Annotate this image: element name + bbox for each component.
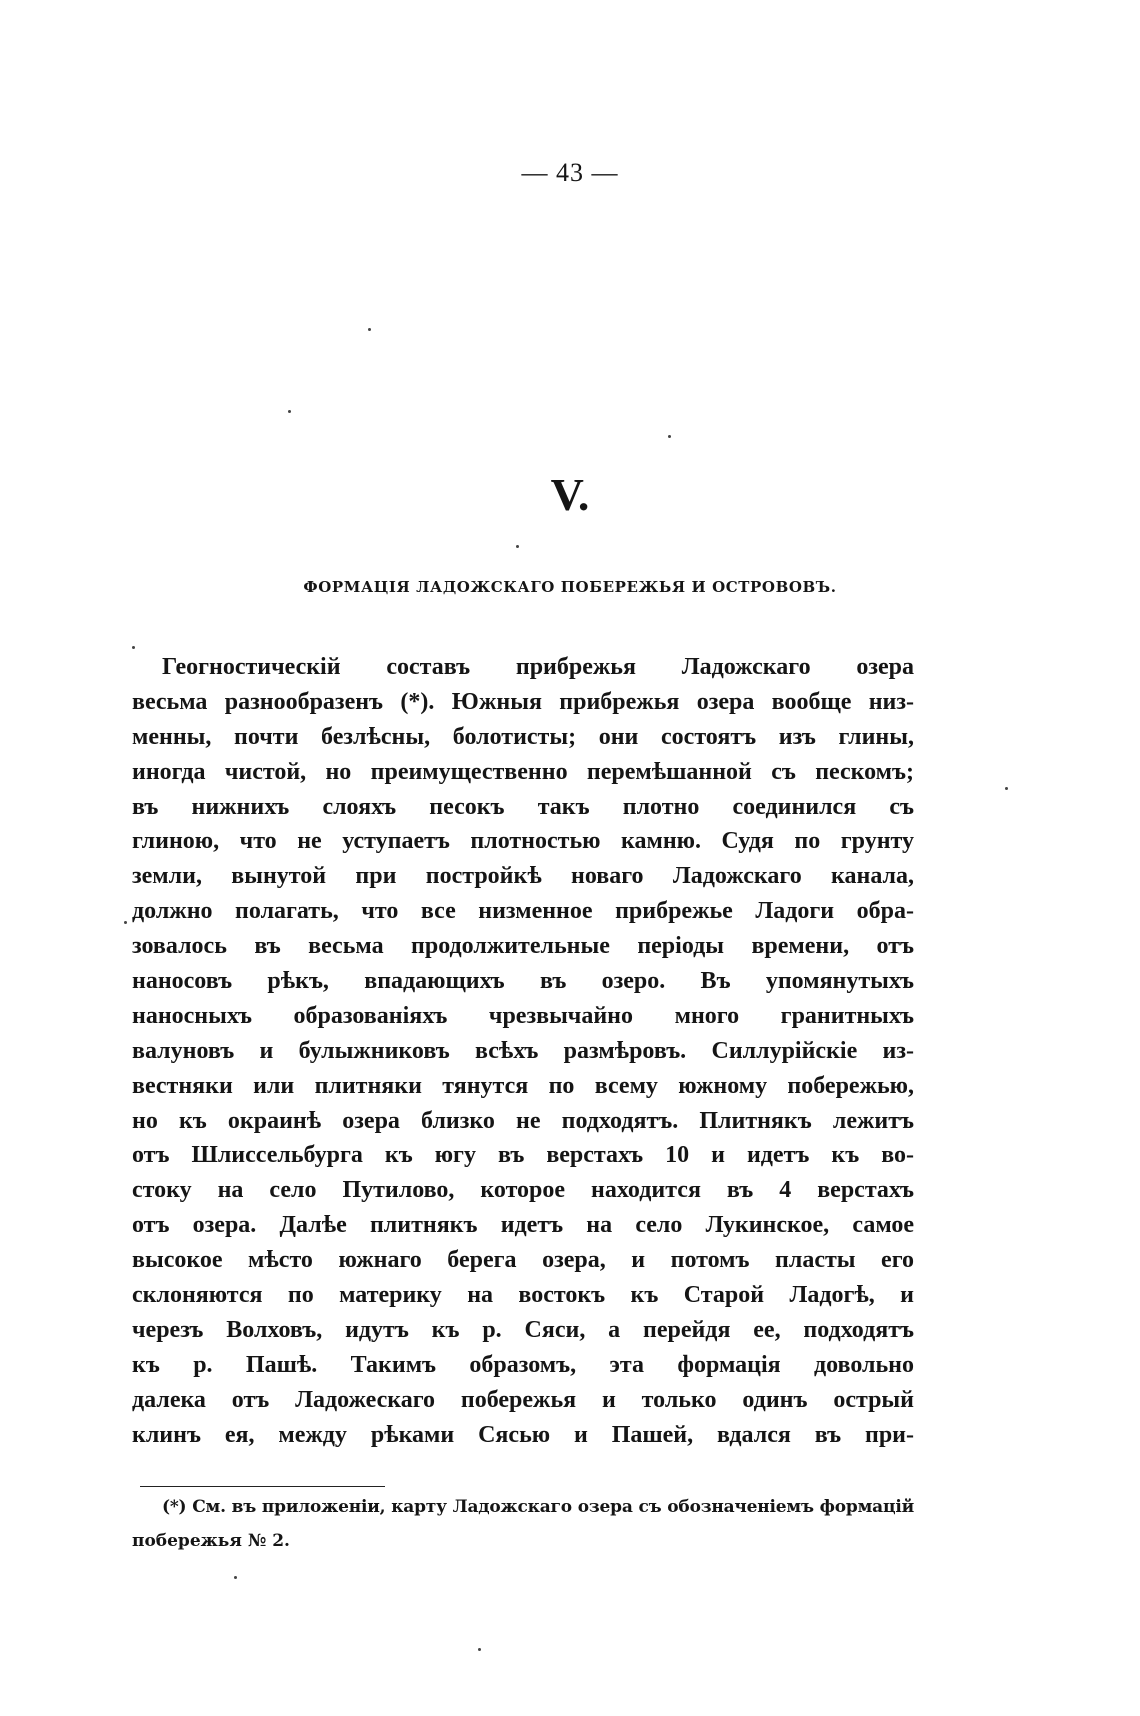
print-speck — [132, 646, 135, 649]
footnote-line: (*) См. въ приложеніи, карту Ладожскаго озера съ обозначеніемъ формацій — [162, 1497, 914, 1517]
text-line: должно полагать, что все низменное прибрежье Ладоги обра- — [132, 898, 914, 925]
text-line: вестняки или плитняки тянутся по всему южному побережью, — [132, 1072, 914, 1099]
print-speck — [124, 921, 127, 924]
text-line: весьма разнообразенъ (*). Южныя прибрежья озера вообще низ- — [132, 688, 914, 715]
text-line: но къ окраинѣ озера близко не подходятъ. Плитнякъ лежитъ — [132, 1107, 914, 1134]
text-line: склоняются по материку на востокъ къ Старой Ладогѣ, и — [132, 1282, 914, 1309]
print-speck — [516, 545, 519, 548]
text-line: Геогностическій составъ прибрежья Ладожскаго озера — [162, 654, 914, 680]
text-line: глиною, что не уступаетъ плотностью камню. Судя по грунту — [132, 828, 914, 855]
footnote — [132, 1490, 914, 1558]
page-number: — 43 — — [521, 158, 619, 187]
text-line: зовалось въ весьма продолжительные періоды времени, отъ — [132, 933, 914, 960]
print-speck — [234, 1576, 237, 1579]
text-line: менны, почти безлѣсны, болотисты; они состоятъ изъ глины, — [132, 723, 914, 750]
print-speck — [368, 328, 371, 331]
body-text — [132, 650, 914, 1452]
text-line: черезъ Волховъ, идутъ къ р. Сяси, а перейдя ее, подходятъ — [132, 1316, 914, 1343]
text-line: наносныхъ образованіяхъ чрезвычайно много гранитныхъ — [132, 1002, 914, 1029]
text-line: далека отъ Ладожескаго побережья и только одинъ острый — [132, 1386, 914, 1413]
text-line: высокое мѣсто южнаго берега озера, и потомъ пласты его — [132, 1247, 914, 1274]
text-line: клинъ ея, между рѣками Сясью и Пашей, вдался въ при- — [132, 1421, 914, 1448]
footnote-line: побережья № 2. — [132, 1531, 290, 1551]
chapter-title: ФОРМАЦІЯ ЛАДОЖСКАГО ПОБЕРЕЖЬЯ И ОСТРОВОВЪ. — [303, 578, 837, 596]
chapter-numeral: V. — [550, 469, 590, 520]
text-line: въ нижнихъ слояхъ песокъ такъ плотно соединился съ — [132, 793, 914, 820]
text-line: стоку на село Путилово, которое находится въ 4 верстахъ — [132, 1177, 914, 1204]
text-line: отъ Шлиссельбурга къ югу въ верстахъ 10 и идетъ къ во- — [132, 1142, 914, 1169]
text-line: валуновъ и булыжниковъ всѣхъ размѣровъ. Силлурійскіе из- — [132, 1037, 914, 1064]
text-line: наносовъ рѣкъ, впадающихъ въ озеро. Въ упомянутыхъ — [132, 968, 914, 995]
text-line: къ р. Пашѣ. Такимъ образомъ, эта формація довольно — [132, 1351, 914, 1378]
print-speck — [478, 1648, 481, 1651]
print-speck — [668, 435, 671, 438]
print-speck — [1005, 787, 1008, 790]
text-line: земли, вынутой при постройкѣ новаго Ладожскаго канала, — [132, 863, 914, 890]
print-speck — [288, 410, 291, 413]
footnote-rule — [140, 1486, 385, 1487]
text-line: отъ озера. Далѣе плитнякъ идетъ на село Лукинское, самое — [132, 1212, 914, 1239]
text-line: иногда чистой, но преимущественно перемѣшанной съ пескомъ; — [132, 758, 914, 785]
